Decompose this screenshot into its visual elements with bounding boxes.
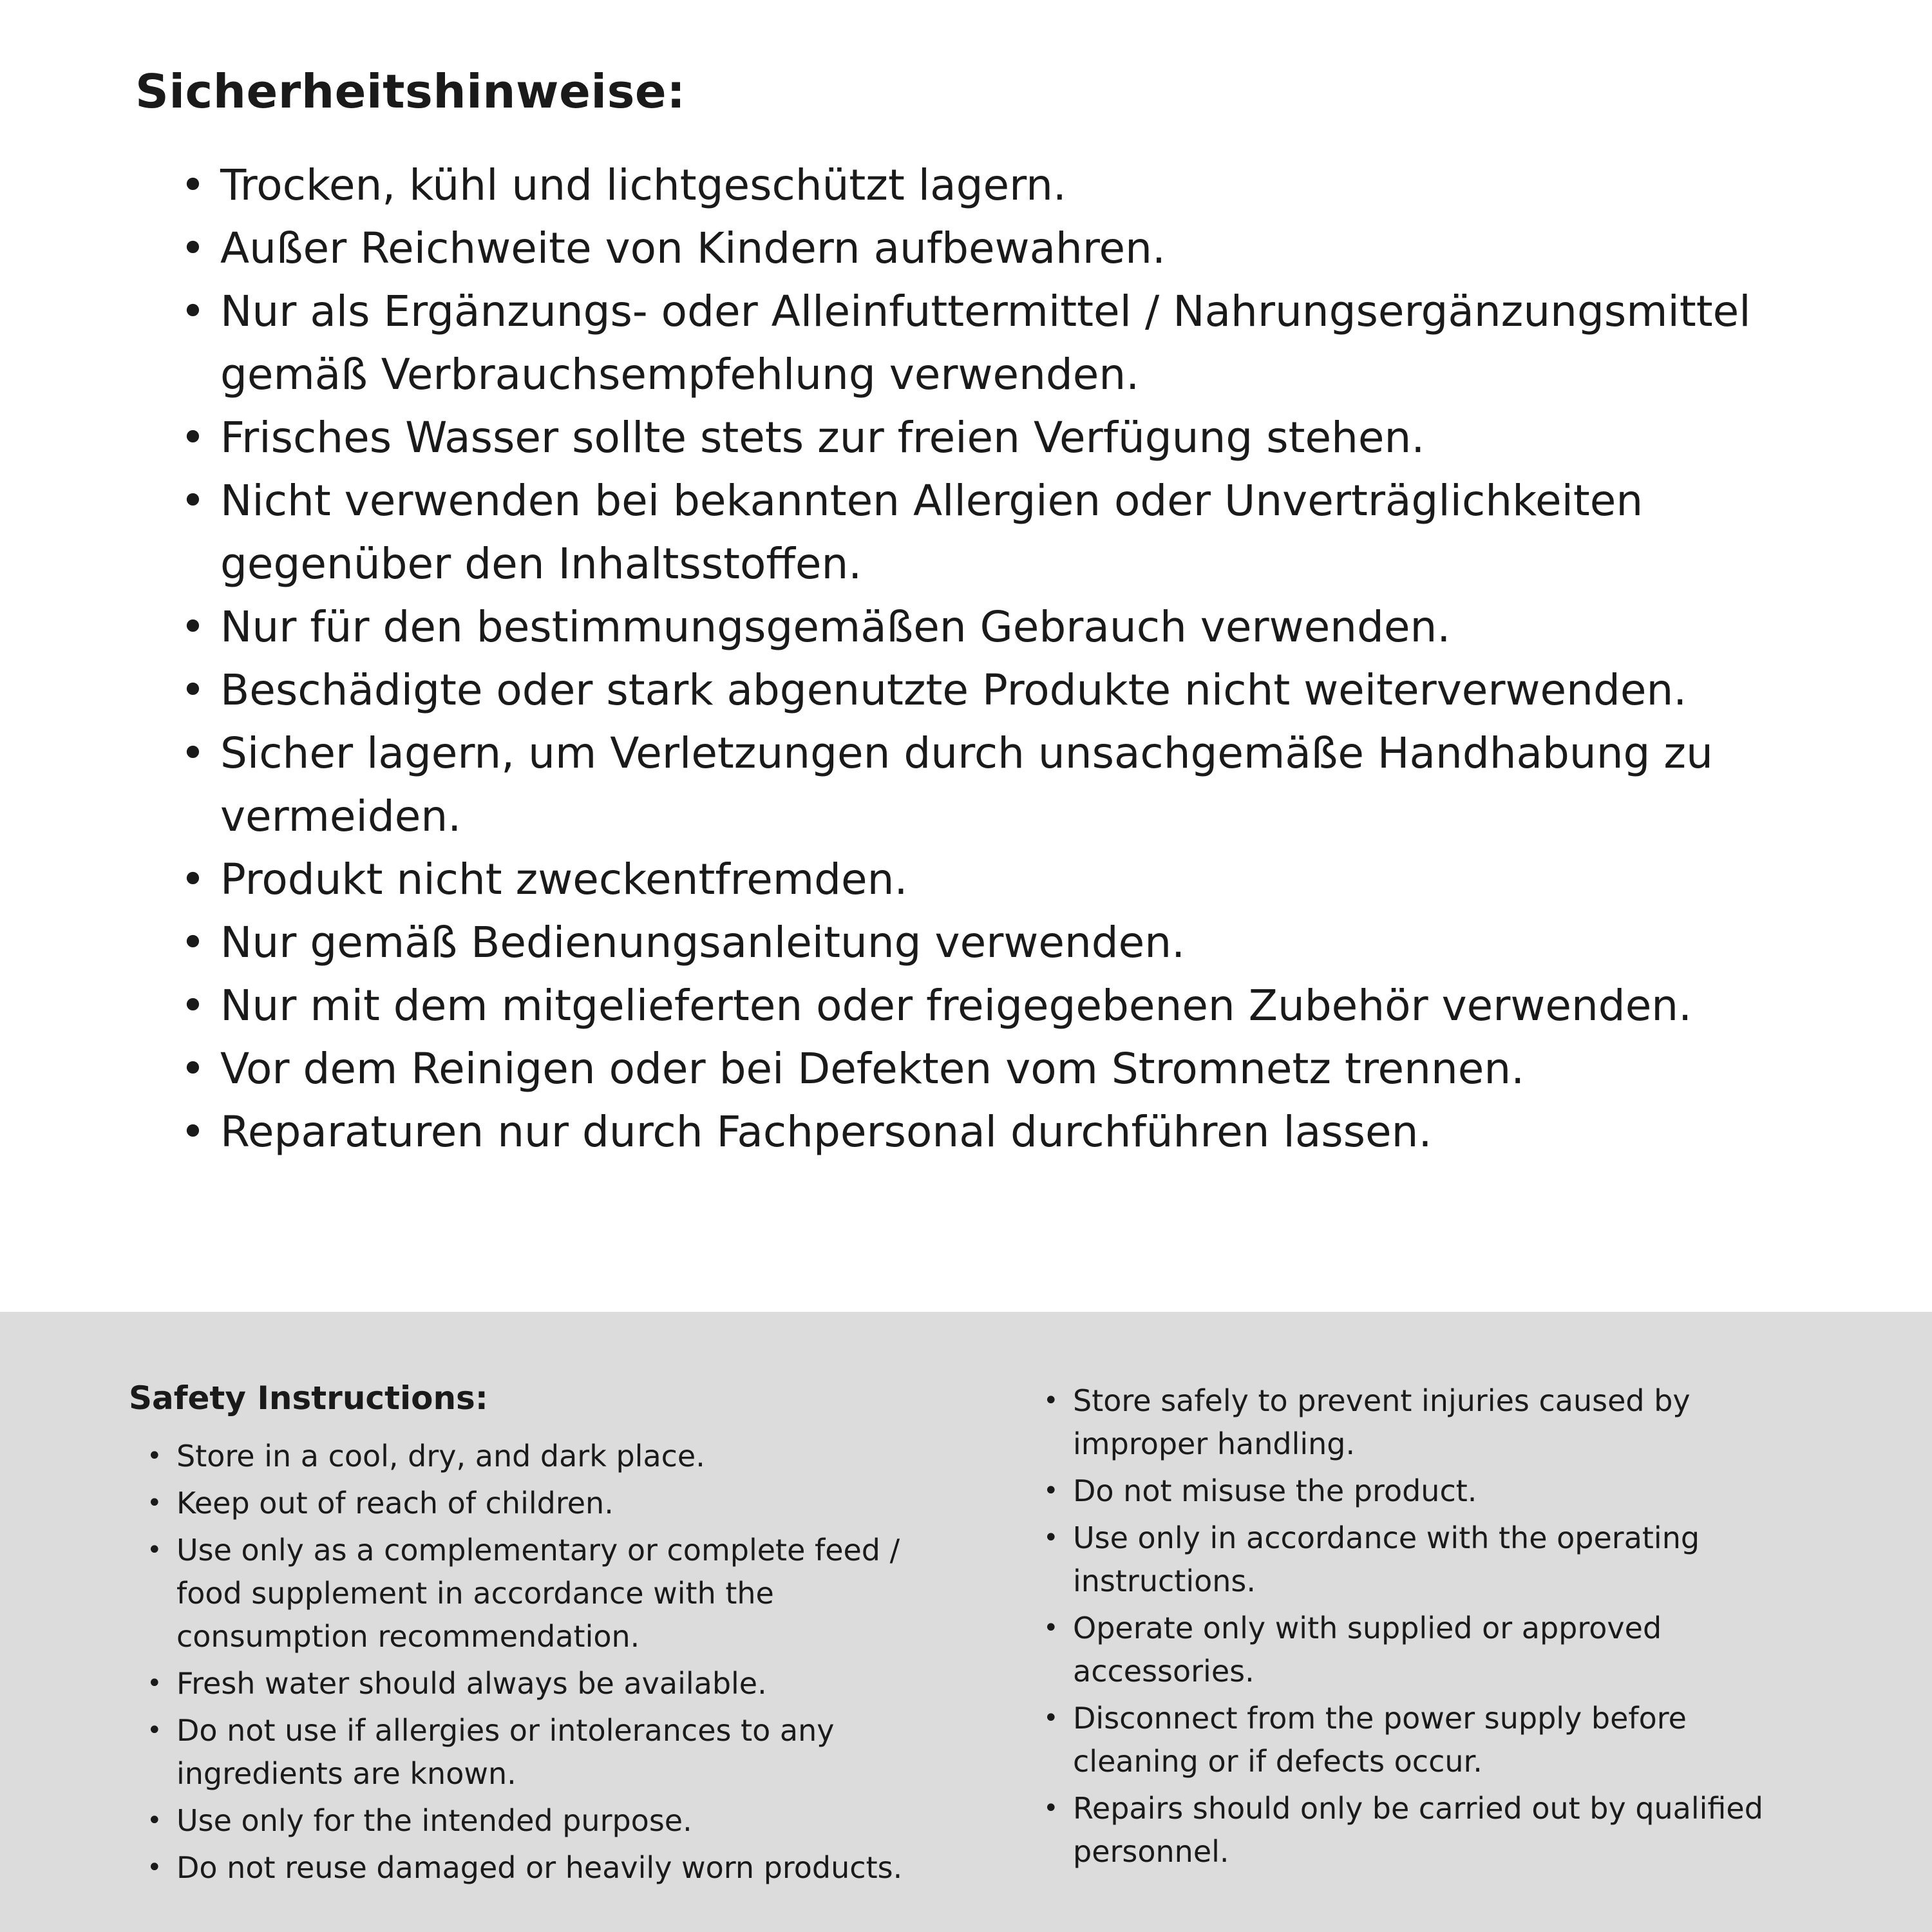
german-instruction-item <box>180 659 1803 722</box>
german-instruction-text: Produkt nicht zweckentfremden. <box>220 855 908 904</box>
english-instruction-text: Do not use if allergies or intolerances to any ingredients are known. <box>176 1713 835 1791</box>
german-instruction-text: Nur als Ergänzungs- oder Alleinfuttermittel / Nahrungsergänzungsmittel gemäß Verbrauchsempfehlung verwenden. <box>220 287 1751 399</box>
english-instruction-item <box>1043 1787 1816 1873</box>
german-instruction-text: Nur mit dem mitgelieferten oder freigegebenen Zubehör verwenden. <box>220 981 1692 1030</box>
english-instruction-text: Operate only with supplied or approved accessories. <box>1073 1611 1662 1689</box>
german-instruction-item <box>180 974 1803 1037</box>
german-instruction-item <box>180 406 1803 469</box>
english-instruction-item <box>147 1435 945 1478</box>
english-instruction-item <box>1043 1379 1816 1466</box>
german-instructions-list <box>135 154 1803 1164</box>
english-instruction-text: Use only in accordance with the operating instructions. <box>1073 1520 1700 1598</box>
german-instruction-text: Frisches Wasser sollte stets zur freien Verfügung stehen. <box>220 413 1425 462</box>
german-section-title: Sicherheitshinweise: <box>135 64 686 118</box>
german-instruction-text: Nur gemäß Bedienungsanleitung verwenden. <box>220 918 1186 967</box>
english-instruction-item <box>1043 1470 1816 1513</box>
german-instruction-text: Nur für den bestimmungsgemäßen Gebrauch verwenden. <box>220 602 1451 652</box>
english-instruction-text: Do not misuse the product. <box>1073 1473 1477 1508</box>
german-instruction-item <box>180 911 1803 974</box>
german-instruction-item <box>180 280 1803 406</box>
german-instruction-text: Beschädigte oder stark abgenutzte Produkte nicht weiterverwenden. <box>220 665 1687 715</box>
english-instruction-item <box>1043 1517 1816 1603</box>
english-instruction-item <box>147 1662 945 1705</box>
english-instruction-item <box>1043 1697 1816 1783</box>
german-instruction-item <box>180 469 1803 596</box>
english-instructions-list-right <box>1043 1379 1816 1873</box>
english-instruction-item <box>147 1529 945 1658</box>
english-instruction-text: Use only for the intended purpose. <box>176 1803 692 1838</box>
english-left-column <box>129 1379 953 1893</box>
german-instruction-item <box>180 722 1803 848</box>
german-instruction-text: Außer Reichweite von Kindern aufbewahren. <box>220 223 1166 273</box>
english-instruction-item <box>1043 1607 1816 1693</box>
english-instruction-text: Store safely to prevent injuries caused by improper handling. <box>1073 1383 1690 1461</box>
german-instruction-item <box>180 1101 1803 1164</box>
german-instruction-text: Trocken, kühl und lichtgeschützt lagern. <box>220 160 1066 210</box>
english-section <box>0 1312 1932 1932</box>
english-instruction-text: Fresh water should always be available. <box>176 1666 767 1701</box>
english-right-column <box>1043 1379 1868 1893</box>
english-instruction-item <box>147 1846 945 1889</box>
english-instruction-item <box>147 1799 945 1842</box>
german-instruction-text: Sicher lagern, um Verletzungen durch unsachgemäße Handhabung zu vermeiden. <box>220 728 1713 841</box>
english-instruction-text: Store in a cool, dry, and dark place. <box>176 1439 705 1473</box>
english-instruction-text: Keep out of reach of children. <box>176 1486 614 1520</box>
german-instruction-text: Reparaturen nur durch Fachpersonal durchführen lassen. <box>220 1107 1432 1157</box>
english-section-title: Safety Instructions: <box>129 1379 488 1417</box>
english-instruction-item <box>147 1709 945 1795</box>
german-instruction-item <box>180 596 1803 659</box>
german-instruction-text: Nicht verwenden bei bekannten Allergien oder Unverträglichkeiten gegenüber den Inhaltsstoffen. <box>220 476 1643 589</box>
english-instructions-list-left <box>129 1435 945 1889</box>
german-instruction-item <box>180 154 1803 217</box>
german-instruction-text: Vor dem Reinigen oder bei Defekten vom Stromnetz trennen. <box>220 1044 1525 1094</box>
german-instruction-item <box>180 217 1803 280</box>
english-instruction-item <box>147 1482 945 1525</box>
german-instruction-item <box>180 1037 1803 1101</box>
english-instruction-text: Disconnect from the power supply before cleaning or if defects occur. <box>1073 1701 1687 1779</box>
english-instruction-text: Use only as a complementary or complete feed / food supplement in accordance with the consumption recommendation. <box>176 1533 900 1654</box>
english-instruction-text: Repairs should only be carried out by qualified personnel. <box>1073 1791 1763 1869</box>
english-instruction-text: Do not reuse damaged or heavily worn products. <box>176 1850 903 1885</box>
german-instruction-item <box>180 848 1803 911</box>
